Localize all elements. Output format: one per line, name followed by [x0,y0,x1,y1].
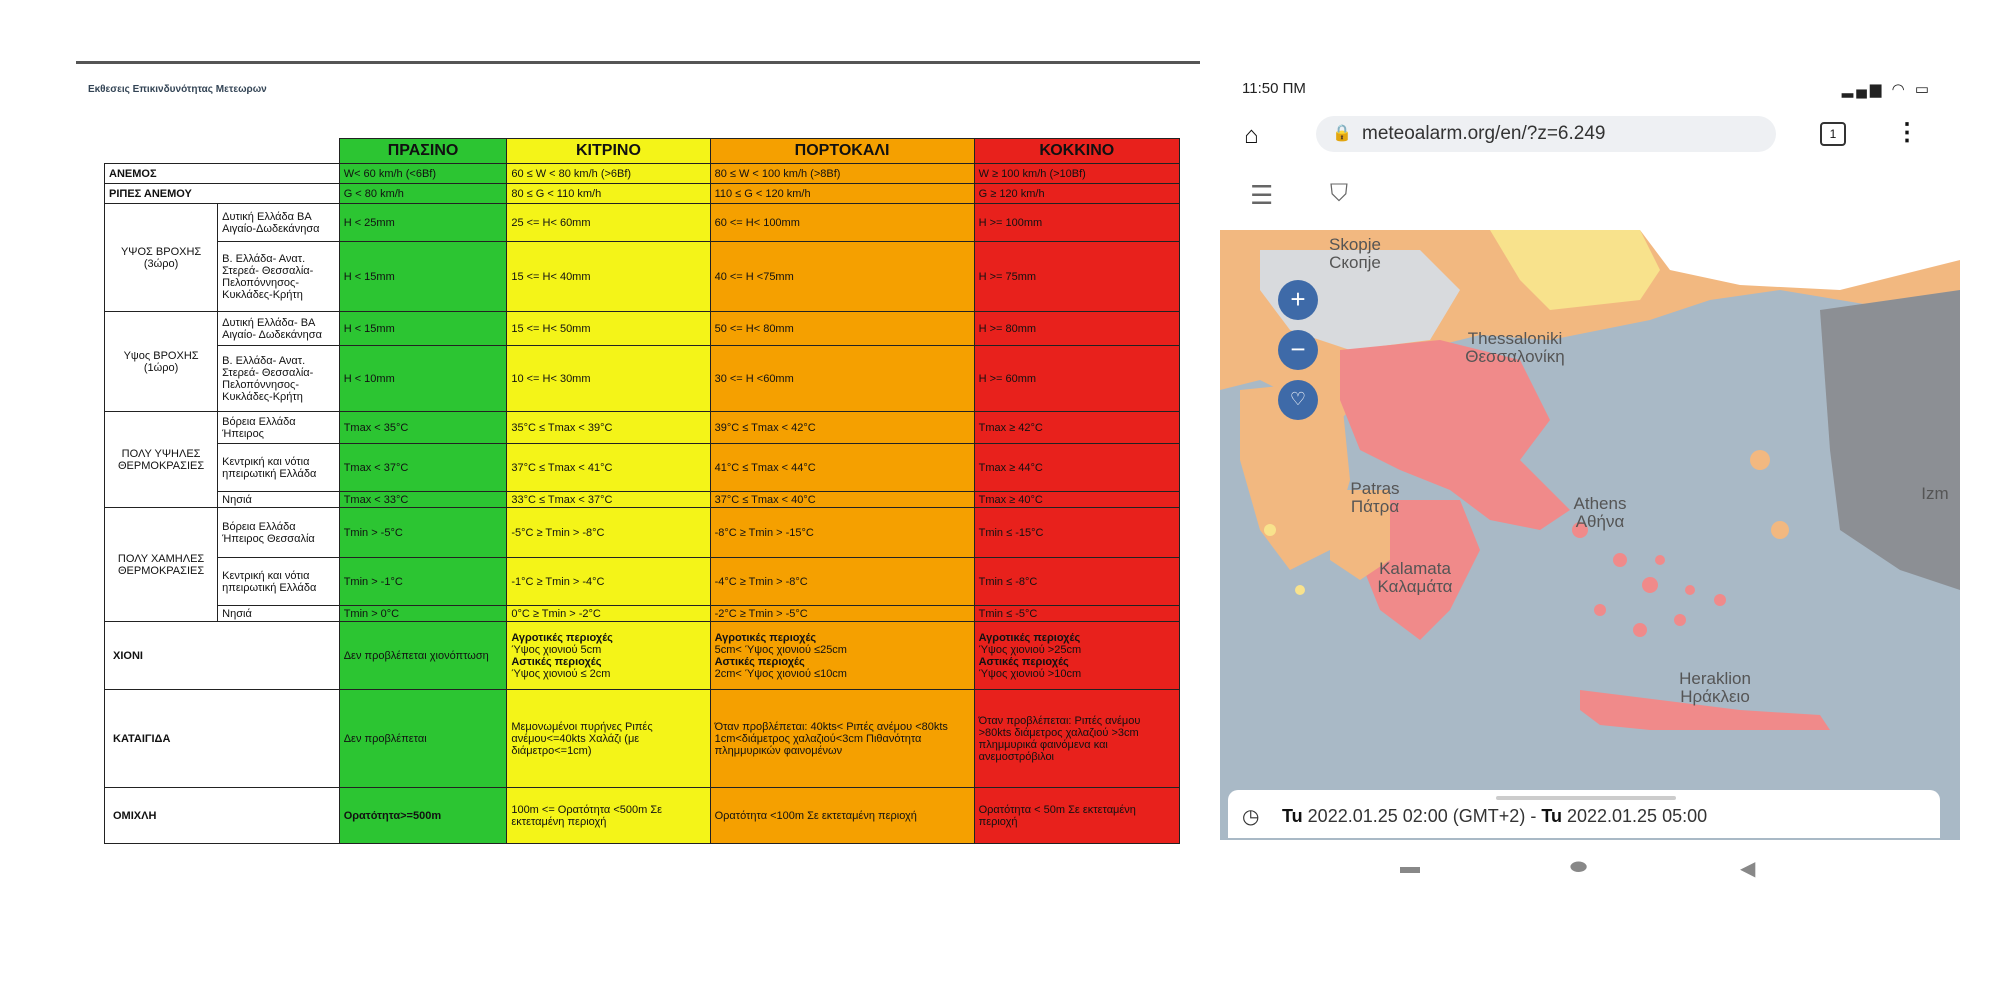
snow-label: ΧΙΟΝΙ [105,622,340,690]
table-cell: -8°C ≥ Tmin > -15°C [710,508,974,558]
table-cell: Tmax ≥ 40°C [974,492,1179,508]
table-row [105,242,1180,312]
city-label-patras: Patras Πάτρα [1350,479,1400,516]
table-row [105,622,1180,690]
region-cell: Κεντρική και νότια ηπειρωτική Ελλάδα [218,444,340,492]
table-cell: H >= 100mm [974,204,1179,242]
region-cell: Κεντρική και νότια ηπειρωτική Ελλάδα [218,558,340,606]
tabs-icon[interactable]: 1 [1820,122,1846,146]
city-label-athens: Athens Αθήνα [1573,494,1627,531]
table-cell: H >= 80mm [974,312,1179,346]
island [1642,577,1658,593]
table-cell: Tmax < 35°C [339,412,507,444]
browser-address-bar [1230,112,1950,156]
zoom-in-button[interactable]: + [1278,280,1318,320]
table-cell: 37°C ≤ Tmax < 41°C [507,444,710,492]
table-row [105,788,1180,844]
more-vertical-icon[interactable]: ⋮ [1895,119,1919,146]
table-cell: Ορατότητα>=500m [339,788,507,844]
island [1685,585,1695,595]
hamburger-menu-icon[interactable]: ☰ [1250,180,1274,210]
table-cell [507,622,710,690]
table-cell: Όταν προβλέπεται: 40kts< Ριπές ανέμου <80kts 1cm<διάμετρος χαλαζιού<3cm Πιθανότητα πλημμυρικών φαινομένων [710,690,974,788]
table-row [105,184,1180,204]
table-cell: G ≥ 120 km/h [974,184,1179,204]
table-cell: Δεν προβλέπεται χιονόπτωση [339,622,507,690]
cold-temperatures-label: ΠΟΛΥ ΧΑΜΗΛΕΣ ΘΕΡΜΟΚΡΑΣΙΕΣ [105,508,218,622]
city-label-heraklion: Heraklion Ηράκλειο [1679,669,1751,706]
island [1771,521,1789,539]
table-cell: 39°C ≤ Tmax < 42°C [710,412,974,444]
warning-criteria-document [76,58,1200,878]
table-cell: H >= 75mm [974,242,1179,312]
signal-wifi-battery-icon: ▂▄▆ ◠ ▭ [1841,81,1932,98]
snow-orange-rural: Αγροτικές περιοχές [714,631,817,644]
snow-yellow-urban: Αστικές περιοχές [511,655,602,668]
table-cell: Όταν προβλέπεται: Ριπές ανέμου >80kts διάμετρος χαλαζιού >3cm πλημμυρικά φαινόμενα και ανεμοστρόβιλοι [974,690,1179,788]
table-row [105,558,1180,606]
table-row [105,690,1180,788]
city-label-kalamata: Kalamata Καλαμάτα [1377,559,1453,596]
table-cell: 10 <= H< 30mm [507,346,710,412]
island [1295,585,1305,595]
recents-icon[interactable]: ▬ [1400,856,1420,878]
snow-red-urban: Αστικές περιοχές [978,655,1069,668]
region-cell: Νησιά [218,492,340,508]
table-row [105,606,1180,622]
heart-location-icon: ♡ [1289,389,1307,409]
status-bar [1242,80,1932,102]
table-cell: Ορατότητα <100m Σε εκτεταμένη περιοχή [710,788,974,844]
table-cell: -4°C ≥ Tmin > -8°C [710,558,974,606]
table-cell [974,622,1179,690]
island [1674,614,1686,626]
home-icon[interactable]: ⌂ [1244,122,1259,149]
city-label-skopje: Skopje Скопје [1329,235,1381,272]
table-row [105,508,1180,558]
date-from-day: Tu [1282,806,1303,826]
level-yellow-header: ΚΙΤΡΙΝΟ [507,139,710,164]
table-cell: H < 25mm [339,204,507,242]
table-cell: 80 ≤ W < 100 km/h (>8Bf) [710,164,974,184]
table-cell: H < 10mm [339,346,507,412]
map-toolbar [1250,180,1650,210]
table-cell: Tmin > 0°C [339,606,507,622]
table-cell: 35°C ≤ Tmax < 39°C [507,412,710,444]
zoom-out-button[interactable]: − [1278,330,1318,370]
snow-orange-urban-depth: 2cm< Ύψος χιονιού ≤10cm [714,667,847,680]
table-cell: Ορατότητα < 50m Σε εκτεταμένη περιοχή [974,788,1179,844]
time-range-panel[interactable] [1228,790,1940,838]
table-cell: Δεν προβλέπεται [339,690,507,788]
table-row [105,444,1180,492]
android-nav-bar [1220,850,1960,890]
snow-orange-urban: Αστικές περιοχές [714,655,805,668]
table-cell: Tmax ≥ 44°C [974,444,1179,492]
table-cell: H >= 60mm [974,346,1179,412]
island [1613,553,1627,567]
date-to-value: 2022.01.25 05:00 [1566,806,1708,826]
table-cell: 37°C ≤ Tmax < 40°C [710,492,974,508]
snow-red-rural-depth: Ύψος χιονιού >25cm [978,643,1082,656]
table-row [105,412,1180,444]
table-cell: H < 15mm [339,312,507,346]
table-cell: 80 ≤ G < 110 km/h [507,184,710,204]
table-cell: Tmax < 33°C [339,492,507,508]
table-cell: W ≥ 100 km/h (>10Bf) [974,164,1179,184]
warning-map[interactable] [1220,230,1960,840]
storm-label: ΚΑΤΑΙΓΙΔΑ [105,690,340,788]
table-cell: 50 <= H< 80mm [710,312,974,346]
island [1633,623,1647,637]
table-cell: 0°C ≥ Tmin > -2°C [507,606,710,622]
region-cell: Δυτική Ελλάδα- ΒΑ Αιγαίο- Δωδεκάνησα [218,312,340,346]
table-cell: Tmax < 37°C [339,444,507,492]
region-cell: Β. Ελλάδα- Ανατ. Στερεά- Θεσσαλία- Πελοπόννησος- Κυκλάδες-Κρήτη [218,242,340,312]
table-row [105,312,1180,346]
table-cell: Tmin > -1°C [339,558,507,606]
snow-red-rural: Αγροτικές περιοχές [978,631,1081,644]
table-cell: -2°C ≥ Tmin > -5°C [710,606,974,622]
home-nav-icon[interactable]: ⬬ [1570,856,1588,878]
time-range-text [1282,806,1707,827]
snow-yellow-urban-depth: Ύψος χιονιού ≤ 2cm [511,667,611,680]
table-cell: 25 <= H< 60mm [507,204,710,242]
snow-yellow-rural-depth: Ύψος χιονιού 5cm [511,643,602,656]
table-cell: 41°C ≤ Tmax < 44°C [710,444,974,492]
island [1655,555,1665,565]
table-cell: Μεμονωμένοι πυρήνες Ριπές ανέμου<=40kts Χαλάζι (με διάμετρο<=1cm) [507,690,710,788]
filter-icon[interactable]: ⛉ [1330,180,1348,207]
date-from-value: 2022.01.25 02:00 (GMT+2) [1307,806,1526,826]
document-top-rule [76,61,1200,64]
island [1594,604,1606,616]
status-time: 11:50 ΠΜ [1242,80,1306,97]
table-cell: 15 <= H< 40mm [507,242,710,312]
island [1264,524,1276,536]
table-cell: W< 60 km/h (<6Bf) [339,164,507,184]
city-label-thessaloniki: Thessaloniki Θεσσαλονίκη [1465,329,1565,366]
table-cell: Tmin > -5°C [339,508,507,558]
clock-icon: ◷ [1242,806,1260,828]
wind-label: ΑΝΕΜΟΣ [105,164,340,184]
snow-yellow-rural: Αγροτικές περιοχές [511,631,613,644]
url-text: meteoalarm.org/en/?z=6.249 [1362,123,1606,144]
table-cell: 100m <= Ορατότητα <500m Σε εκτεταμένη περιοχή [507,788,710,844]
table-cell: 110 ≤ G < 120 km/h [710,184,974,204]
map-shapes [1220,230,1960,840]
level-orange-header: ΠΟΡΤΟΚΑΛΙ [710,139,974,164]
table-cell: -1°C ≥ Tmin > -4°C [507,558,710,606]
region-cell: Β. Ελλάδα- Ανατ. Στερεά- Θεσσαλία- Πελοπόννησος- Κυκλάδες-Κρήτη [218,346,340,412]
table-cell: Tmin ≤ -8°C [974,558,1179,606]
table-row [105,164,1180,184]
gusts-label: ΡΙΠΕΣ ΑΝΕΜΟΥ [105,184,340,204]
table-cell: H < 15mm [339,242,507,312]
city-label-izmir: Izm [1921,484,1949,503]
fog-label: ΟΜΙΧΛΗ [105,788,340,844]
lock-icon: 🔒 [1332,125,1352,142]
favorite-location-button[interactable] [1278,380,1318,420]
region-cell: Νησιά [218,606,340,622]
drag-handle[interactable] [1496,796,1676,800]
table-cell: 15 <= H< 50mm [507,312,710,346]
table-cell: 60 <= H< 100mm [710,204,974,242]
warning-criteria-table [104,138,1180,844]
date-separator: - [1525,806,1542,826]
document-header: Εκθεσεις Επικινδυνότητας Μετεωρων [88,84,267,95]
snow-orange-rural-depth: 5cm< Ύψος χιονιού ≤25cm [714,643,847,656]
table-cell: Tmax ≥ 42°C [974,412,1179,444]
table-cell: G < 80 km/h [339,184,507,204]
land-turkey-grey [1820,290,1960,590]
date-to-day: Tu [1541,806,1562,826]
table-cell: 40 <= H <75mm [710,242,974,312]
back-icon[interactable]: ◀ [1740,858,1756,880]
level-green-header: ΠΡΑΣΙΝΟ [339,139,507,164]
table-cell: 60 ≤ W < 80 km/h (>6Bf) [507,164,710,184]
island [1750,450,1770,470]
phone-screenshot [1220,70,1960,900]
table-cell [710,622,974,690]
snow-red-urban-depth: Ύψος χιονιού >10cm [978,667,1082,680]
level-header-row [105,139,1180,164]
url-field[interactable] [1316,116,1776,152]
table-cell: 33°C ≤ Tmax < 37°C [507,492,710,508]
table-row [105,492,1180,508]
table-cell: Tmin ≤ -5°C [974,606,1179,622]
table-row [105,346,1180,412]
island [1714,594,1726,606]
region-cell: Δυτική Ελλάδα ΒΑ Αιγαίο-Δωδεκάνησα [218,204,340,242]
table-cell: -5°C ≥ Tmin > -8°C [507,508,710,558]
table-cell: 30 <= H <60mm [710,346,974,412]
region-cell: Βόρεια Ελλάδα Ήπειρος Θεσσαλία [218,508,340,558]
region-cell: Βόρεια Ελλάδα Ήπειρος [218,412,340,444]
rain-1h-label: Υψος ΒΡΟΧΗΣ (1ώρο) [105,312,218,412]
level-red-header: ΚΟΚΚΙΝΟ [974,139,1179,164]
table-cell: Tmin ≤ -15°C [974,508,1179,558]
rain-3h-label: ΥΨΟΣ ΒΡΟΧΗΣ (3ώρο) [105,204,218,312]
table-row [105,204,1180,242]
hot-temperatures-label: ΠΟΛΥ ΥΨΗΛΕΣ ΘΕΡΜΟΚΡΑΣΙΕΣ [105,412,218,508]
